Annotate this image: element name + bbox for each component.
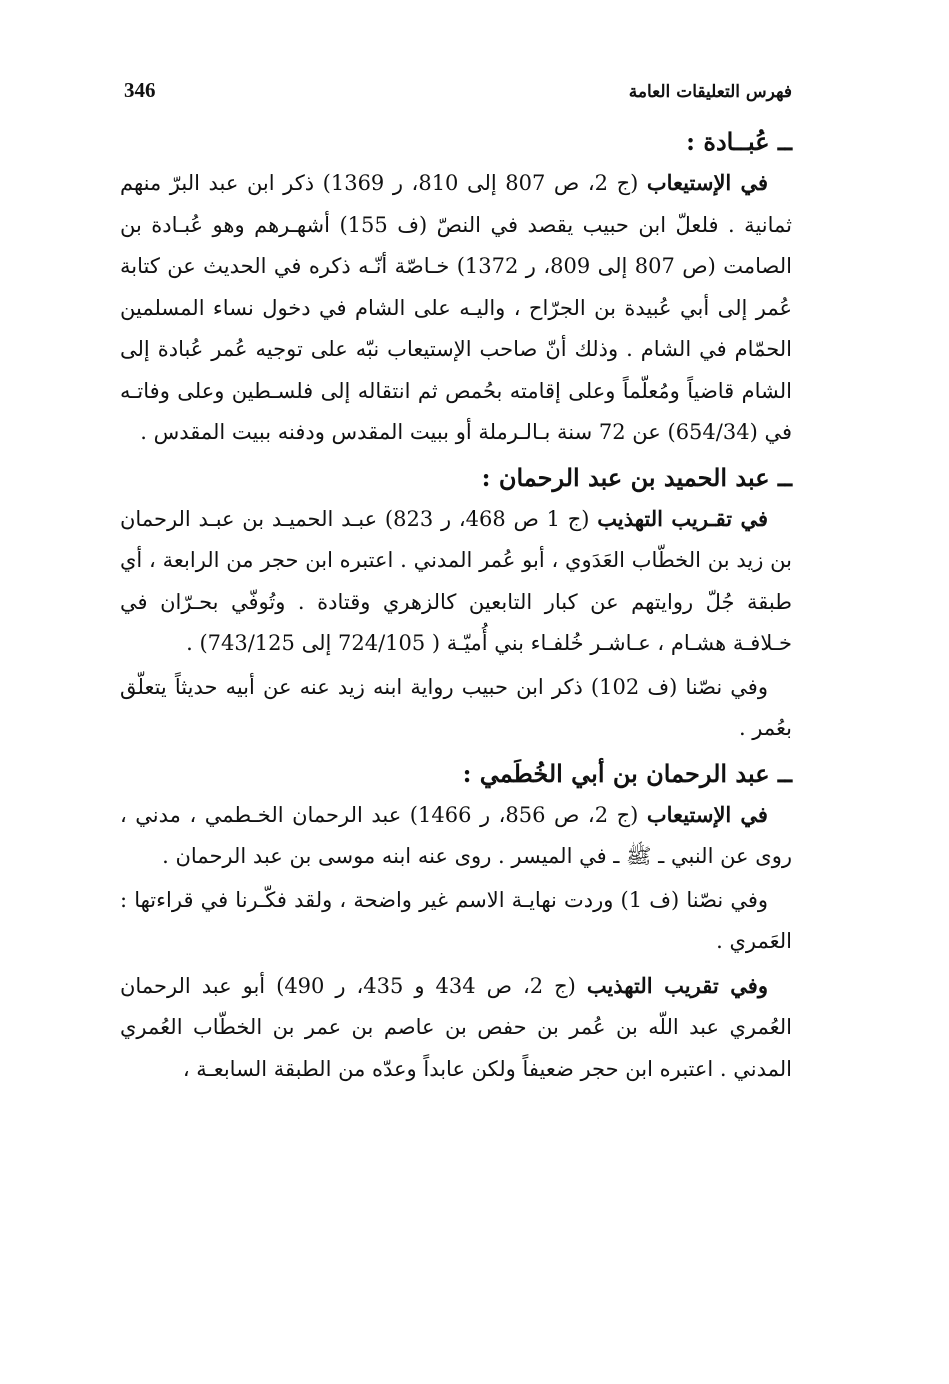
running-title: فهرس التعليقات العامة [628,82,792,102]
source-reference: في الإستيعاب [646,170,768,195]
entry-paragraph [120,794,792,878]
source-reference: في تقـريب التهذيب [597,505,768,531]
running-head [120,78,792,122]
entry-paragraph [120,965,792,1091]
entry-paragraph [120,667,792,750]
entry-heading-abd-al-hamid: ــ عبد الحميد بن عبد الرحمان : [481,462,792,492]
document-page [120,78,792,1090]
entry-heading-ubada: ــ عُبــادة : [686,127,792,156]
source-reference: في الإستيعاب [646,801,768,827]
page-number: 346 [124,78,156,102]
paragraph-text: (ج 2، ص 856، ر 1466) عبد الرحمان الخـطمي ، مدني ، روى عن النبي ـ ﷺ ـ في الميسر . روى عنه ابنه موسى بن عبد الرحمان . [120,802,792,868]
entry-paragraph [120,498,792,665]
entry-paragraph [120,880,792,963]
entry-heading-abd-al-rahman: ــ عبد الرحمان بن أبي الخُطَمي : [462,758,792,788]
paragraph-text: (ج 1 ص 468، ر 823) عبـد الحميـد بن عبـد الرحمان بن زيد بن الخطّاب العَدَوي ، أبو عُمر المدني . اعتبره ابن حجر من الرابعة ، أي طبقة جُلّ روايتهم عن كبار التابعين كالزهري وقتادة . وتُوفّي بحـرّان في خـلافـة هشـام ، عـاشـر خُلفـاء بني أُميّـة ( 724/105 إلى 743/125) . [120,506,792,655]
source-reference: وفي تقريب التهذيب [586,972,768,998]
entry-paragraph [120,162,792,454]
paragraph-text: وفي نصّنا (ف 1) وردت نهايـة الاسم غير واضحة ، ولقد فكّـرنا في قراءتها : العَمري . [120,887,792,953]
paragraph-text: (ج 2، ص 434 و 435، ر 490) أبو عبد الرحمان العُمري عبد اللّه بن عُمر بن حفص بن عاصم بن عمر بن الخطّاب العُمري المدني . اعتبره ابن حجر ضعيفاً ولكن عابداً وعدّه من الطبقة السابعـة ، [120,973,792,1081]
paragraph-text: (ج 2، ص 807 إلى 810، ر 1369) ذكر ابن عبد البرّ منهم ثمانية . فلعلّ ابن حبيب يقصد في النصّ (ف 155) أشهـرهم وهو عُبـادة بن الصامت (ص 807 إلى 809، ر 1372) خـاصّة أنّـه ذكره في الحديث عن كتابة عُمر إلى أبي عُبيدة بن الجرّاح ، واليـه على الشام في دخول نساء المسلمين الحمّام في الشام . وذلك أنّ صاحب الإستيعاب نبّه على توجيه عُمر عُبادة إلى الشام قاضياً ومُعلّماً وعلى إقامته بحُمص ثم انتقاله إلى فلسـطين وعلى وفاتـه في (654/34) عن 72 سنة بـالـرملة أو ببيت المقدس ودفنه ببيت المقدس . [120,171,793,444]
paragraph-text: وفي نصّنا (ف 102) ذكر ابن حبيب رواية ابنه زيد عنه عن أبيه حديثاً يتعلّق بعُمر . [120,674,792,740]
